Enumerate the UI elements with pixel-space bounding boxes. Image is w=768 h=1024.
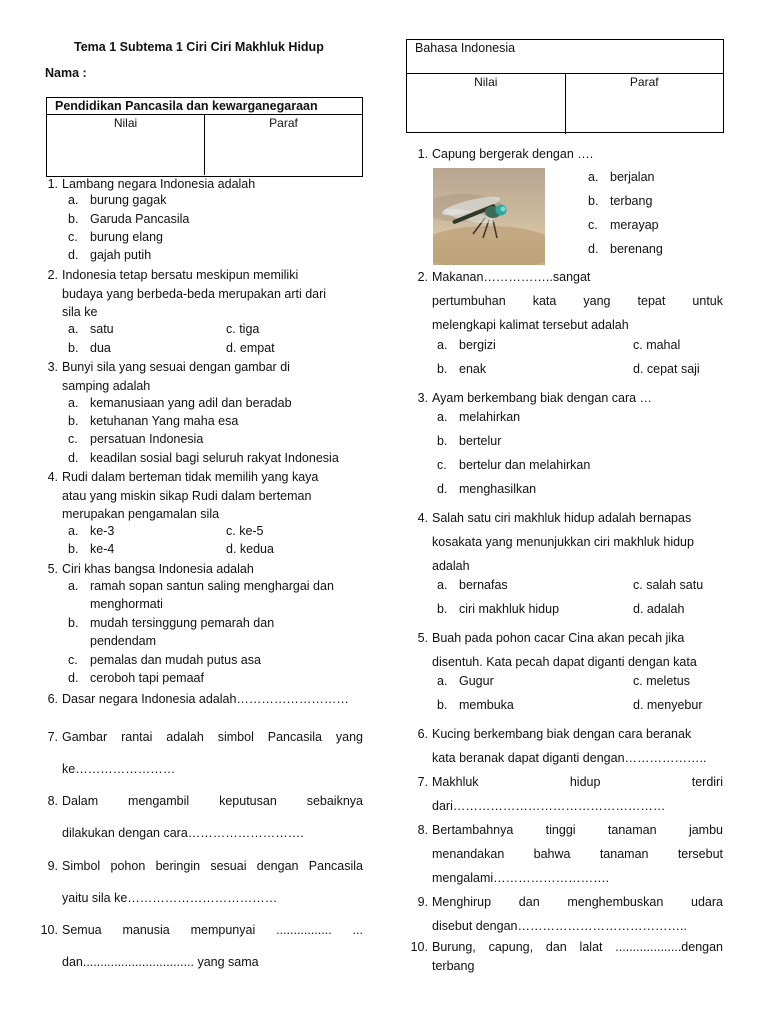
question-1: 1. Lambang negara Indonesia adalah	[47, 177, 256, 191]
option-a: a. Gugur	[437, 674, 494, 688]
option-d: d. menyebur	[633, 698, 703, 712]
option-d: d. cepat saji	[633, 362, 700, 376]
option-a: a. burung gagak	[68, 193, 167, 207]
option-b: b. mudah tersinggung pemarah dan	[68, 616, 275, 630]
question-1: 1. Capung bergerak dengan ….	[417, 147, 594, 161]
option-c: c. mahal	[633, 338, 681, 352]
option-c: c. bertelur dan melahirkan	[437, 458, 591, 472]
option-d: d. menghasilkan	[437, 482, 537, 496]
question-8: 8. Dalam mengambil keputusan sebaiknya dilakukan dengan cara……………………….	[47, 794, 363, 840]
option-b: b. ciri makhluk hidup	[437, 602, 560, 616]
worksheet-title: Tema 1 Subtema 1 Ciri Ciri Makhluk Hidup	[74, 40, 324, 54]
question-5: 5. Ciri khas bangsa Indonesia adalah	[47, 562, 254, 576]
option-d: d. keadilan sosial bagi seluruh rakyat Indonesia	[68, 451, 339, 465]
question-10: 10. Semua manusia mempunyai ................ ... dan................................ yang sama	[40, 923, 363, 969]
question-5: 5. Buah pada pohon cacar Cina akan pecah jika disentuh. Kata pecah dapat diganti dengan kata	[417, 631, 697, 669]
question-9: 9. Simbol pohon beringin sesuai dengan Pancasila yaitu sila ke………………………………	[47, 859, 363, 905]
option-a: a. berjalan	[588, 170, 655, 184]
question-9: 9. Menghirup dan menghembuskan udara disebut dengan…………………………………..	[417, 895, 723, 933]
option-b: b. ketuhanan Yang maha esa	[68, 414, 239, 428]
subject-title-bahasa: Bahasa Indonesia	[407, 40, 723, 74]
nilai-label: Nilai	[474, 75, 498, 89]
option-c: c. merayap	[588, 218, 659, 232]
question-7: 7. Makhluk hidup terdiri dari……………………………………………	[417, 775, 723, 813]
question-10: 10. Burung, capung, dan lalat ...................dengan terbang	[410, 940, 723, 973]
option-b: b. enak	[437, 362, 487, 376]
option-a: a. melahirkan	[437, 410, 521, 424]
option-b-cont: pendendam	[90, 634, 157, 648]
question-3: 3. Bunyi sila yang sesuai dengan gambar di samping adalah	[47, 360, 290, 393]
question-8: 8. Bertambahnya tinggi tanaman jambu menandakan bahwa tanaman tersebut mengalami……………………….	[417, 823, 723, 885]
option-a: a. satu	[68, 322, 114, 336]
option-b: b. ke-4	[68, 542, 115, 556]
dragonfly-photo	[433, 168, 545, 265]
question-6: 6. Kucing berkembang biak dengan cara beranak kata beranak dapat diganti dengan………………..	[417, 727, 707, 765]
option-b: b. bertelur	[437, 434, 502, 448]
question-6: 6. Dasar negara Indonesia adalah………………………	[47, 692, 349, 706]
grade-box-bahasa	[406, 39, 724, 133]
option-b: b. terbang	[588, 194, 653, 208]
paraf-label: Paraf	[204, 115, 362, 175]
option-a-cont: menghormati	[90, 597, 163, 611]
option-d: d. adalah	[633, 602, 685, 616]
option-a: a. kemanusiaan yang adil dan beradab	[68, 396, 292, 410]
option-a: a. ke-3	[68, 524, 115, 538]
option-d: d. ceroboh tapi pemaaf	[68, 671, 204, 685]
option-a: a. bergizi	[437, 338, 496, 352]
option-c: c. meletus	[633, 674, 690, 688]
question-2: 2. Indonesia tetap bersatu meskipun memiliki budaya yang berbeda-beda merupakan arti dari sila ke	[47, 268, 327, 319]
question-3: 3. Ayam berkembang biak dengan cara …	[417, 391, 653, 405]
option-c: c. salah satu	[633, 578, 704, 592]
option-a: a. ramah sopan santun saling menghargai dan	[68, 579, 334, 593]
option-d: d. berenang	[588, 242, 663, 256]
option-b: b. Garuda Pancasila	[68, 212, 190, 226]
question-2: 2. Makanan……………..sangat pertumbuhan kata yang tepat untuk melengkapi kalimat tersebut adalah	[417, 270, 723, 332]
subject-title-pkn: Pendidikan Pancasila dan kewarganegaraan	[47, 98, 362, 115]
option-b: b. dua	[68, 341, 111, 355]
option-d: d. gajah putih	[68, 248, 152, 262]
grade-box-pkn	[46, 97, 363, 177]
question-4: 4. Rudi dalam berteman tidak memilih yang kaya atau yang miskin sikap Rudi dalam berteman merupakan pengamalan sila	[47, 470, 319, 521]
option-c: c. ke-5	[226, 524, 264, 538]
option-c: c. persatuan Indonesia	[68, 432, 204, 446]
question-7: 7. Gambar rantai adalah simbol Pancasila yang ke……………………	[47, 730, 363, 776]
paraf-label: Paraf	[565, 74, 724, 134]
option-d: d. kedua	[226, 542, 274, 556]
option-c: c. pemalas dan mudah putus asa	[68, 653, 261, 667]
nilai-label: Nilai	[113, 116, 138, 130]
option-b: b. membuka	[437, 698, 514, 712]
option-d: d. empat	[226, 341, 275, 355]
name-label: Nama :	[45, 66, 87, 80]
option-c: c. tiga	[226, 322, 260, 336]
question-4: 4. Salah satu ciri makhluk hidup adalah bernapas kosakata yang menunjukkan ciri makhluk hidup adalah	[417, 511, 694, 573]
option-a: a. bernafas	[437, 578, 508, 592]
option-c: c. burung elang	[68, 230, 163, 244]
